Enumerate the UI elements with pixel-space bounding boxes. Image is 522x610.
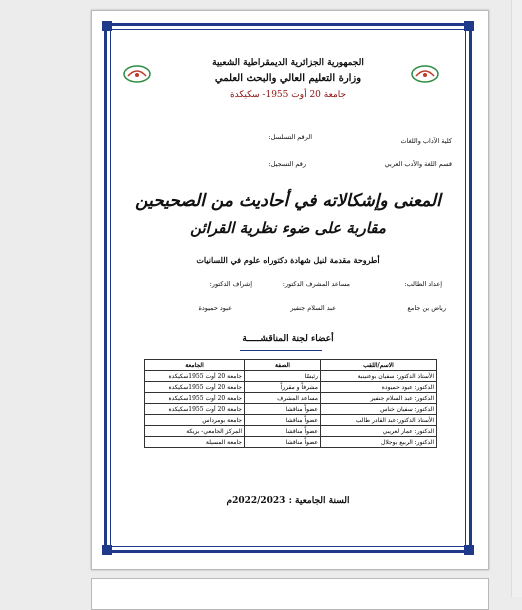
page-border-inner [110,29,466,547]
border-corner [464,545,474,555]
committee-table [144,359,437,448]
thesis-title-line2: مقاربة على ضوء نظرية القرائن [190,219,386,237]
member-role: مساعد المشرف [245,393,321,404]
column-header-university: الجامعة [145,360,245,371]
supervisor-name: عبود حميودة [198,304,232,312]
academic-year: السنة الجامعية : 2022/2023م [226,496,350,506]
table-row [145,371,437,382]
university-title: جامعة 20 أوت 1955- سكيكدة [229,90,347,100]
member-name: الدكتور: الربيع بوجلال [321,437,437,448]
registration-number-label: رقم التسجيل: [268,160,306,168]
border-corner [464,21,474,31]
college-label: كلية الآداب واللغات [400,137,452,145]
member-university: جامعة 20 أوت 1955سكيكدة [145,404,245,415]
student-label: إعداد الطالب: [404,280,442,288]
department-label: قسم اللغة والأدب العربي [384,160,452,168]
column-header-role: الصفة [245,360,321,371]
committee-heading-underline [240,350,322,351]
member-university: المركز الجامعي- بريكة [145,426,245,437]
republic-title: الجمهورية الجزائرية الديمقراطية الشعبية [212,58,364,68]
assistant-supervisor-label: مساعد المشرف الدكتور: [282,280,350,288]
student-name: رياض بن جامع [407,304,446,312]
member-name: الدكتور: عبود حميودة [321,382,437,393]
member-name: الأستاذ الدكتور: سفيان بوعنينبة [321,371,437,382]
member-role: عضواً مناقشا [245,404,321,415]
table-row [145,415,437,426]
member-name: الدكتور: سفيان خناس [321,404,437,415]
border-corner [102,21,112,31]
table-row [145,404,437,415]
serial-number-label: الرقم التسلسل: [268,133,312,141]
table-row [145,393,437,404]
document-page [91,10,489,570]
committee-heading: أعضاء لجنة المناقشـــــة [242,334,334,344]
member-university: جامعة بومرداس [145,415,245,426]
table-row [145,437,437,448]
border-corner [102,545,112,555]
member-university: جامعة 20 أوت 1955سكيكدة [145,382,245,393]
member-role: عضواً مناقشا [245,426,321,437]
member-university: جامعة 20 أوت 1955سكيكدة [145,393,245,404]
member-role: مشرفاً و مقرراً [245,382,321,393]
member-role: عضواً مناقشا [245,437,321,448]
member-role: رئيسًا [245,371,321,382]
thesis-subtitle: أطروحة مقدمة لنيل شهادة دكتوراه علوم في اللسانيات [196,255,380,265]
table-row [145,382,437,393]
thesis-title-line1: المعنى وإشكالاته في أحاديث من الصحيحين [135,191,441,211]
vertical-scrollbar[interactable] [511,0,522,597]
member-name: الأستاذ الدكتور:عبد القادر طالب [321,415,437,426]
supervisor-label: إشراف الدكتور: [209,280,252,288]
next-page [91,578,489,610]
ministry-title: وزارة التعليم العالي والبحث العلمي [214,73,362,84]
member-university: جامعة 20 أوت 1955سكيكدة [145,371,245,382]
column-header-name: الاسم/اللقب [321,360,437,371]
member-role: عضواً مناقشا [245,415,321,426]
member-university: جامعة المسيلة [145,437,245,448]
assistant-supervisor-name: عبد السلام جنفير [290,304,336,312]
member-name: الدكتور: عمار لعريبي [321,426,437,437]
table-header-row [145,360,437,371]
table-row [145,426,437,437]
member-name: الدكتور: عبد السلام جنفير [321,393,437,404]
